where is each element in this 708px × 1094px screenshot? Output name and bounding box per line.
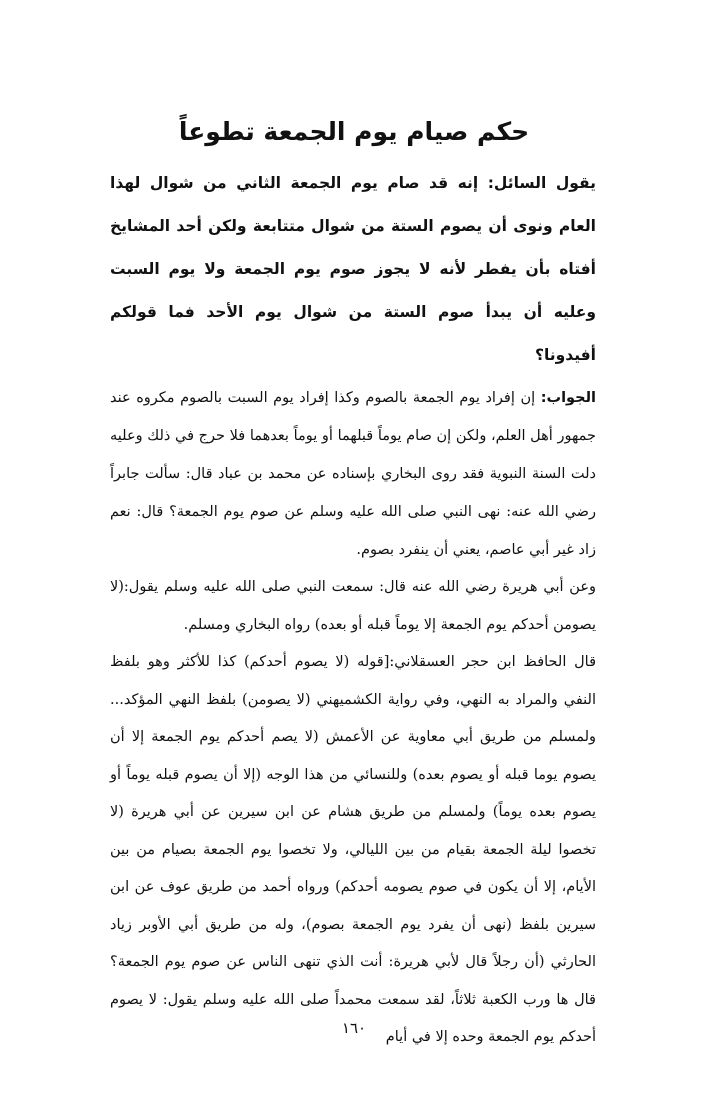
hadith-abu-hurairah-paragraph: وعن أبي هريرة رضي الله عنه قال: سمعت النبي صلى الله عليه وسلم يقول:(لا يصومن أحدكم يوم الجمعة إلا يوماً قبله أو بعده) رواه البخاري ومسلم. bbox=[110, 579, 596, 633]
question-paragraph bbox=[110, 162, 596, 377]
answer-lead: الجواب: bbox=[540, 390, 596, 406]
page-number: ١٦٠ bbox=[341, 1019, 367, 1037]
answer-text: إن إفراد يوم الجمعة بالصوم وكذا إفراد يوم السبت بالصوم مكروه عند جمهور أهل العلم، ولكن إن صام يوماً قبلهما أو يوماً بعدهما فلا حرج في ذلك وعليه دلت السنة النبوية فقد روى البخاري بإسناده عن محمد بن عباد قال: سألت جابراً رضي الله عنه: نهى النبي صلى الله عليه وسلم عن صوم يوم الجمعة؟ قال: نعم زاد غير أبي عاصم، يعني أن ينفرد بصوم. bbox=[110, 390, 596, 558]
page-title: حكم صيام يوم الجمعة تطوعاً bbox=[178, 117, 530, 146]
page-content bbox=[110, 162, 596, 1057]
question-lead: يقول السائل: bbox=[487, 174, 596, 192]
question-text: إنه قد صام يوم الجمعة الثاني من شوال لهذا العام ونوى أن يصوم الستة من شوال متتابعة ولكن أحد المشايخ أفتاه بأن يفطر لأنه لا يجوز صوم يوم الجمعة ولا يوم السبت وعليه أن يبدأ صوم الستة من شوال يوم الأحد فما قولكم أفيدونا؟ bbox=[110, 174, 596, 364]
ibn-hajar-quote-paragraph: قال الحافظ ابن حجر العسقلاني:[قوله (لا يصوم أحدكم) كذا للأكثر وهو بلفظ النفي والمراد به النهي، وفي رواية الكشميهني (لا يصومن) بلفظ النهي المؤكد... ولمسلم من طريق أبي معاوية عن الأعمش (لا يصم أحدكم يوم الجمعة إلا أن يصوم يوما قبله أو يصوم بعده) وللنسائي من هذا الوجه (إلا أن يصوم قبله يوماً أو يصوم بعده يوماً) ولمسلم من طريق هشام عن ابن سيرين عن أبي هريرة (لا تخصوا ليلة الجمعة بقيام من بين الليالي، ولا تخصوا يوم الجمعة بصيام من بين الأيام، إلا أن يكون في صوم يصومه أحدكم) ورواه أحمد من طريق عوف عن ابن سيرين بلفظ (نهى أن يفرد يوم الجمعة بصوم)، وله من طريق أبي الأوبر زياد الحارثي (أن رجلاً قال لأبي هريرة: أنت الذي تنهى الناس عن صوم يوم الجمعة؟ قال ها ورب الكعبة ثلاثاً، لقد سمعت محمداً صلى الله عليه وسلم يقول: لا يصوم أحدكم يوم الجمعة وحده إلا في أيام bbox=[110, 654, 596, 1045]
answer-paragraph bbox=[110, 379, 596, 569]
